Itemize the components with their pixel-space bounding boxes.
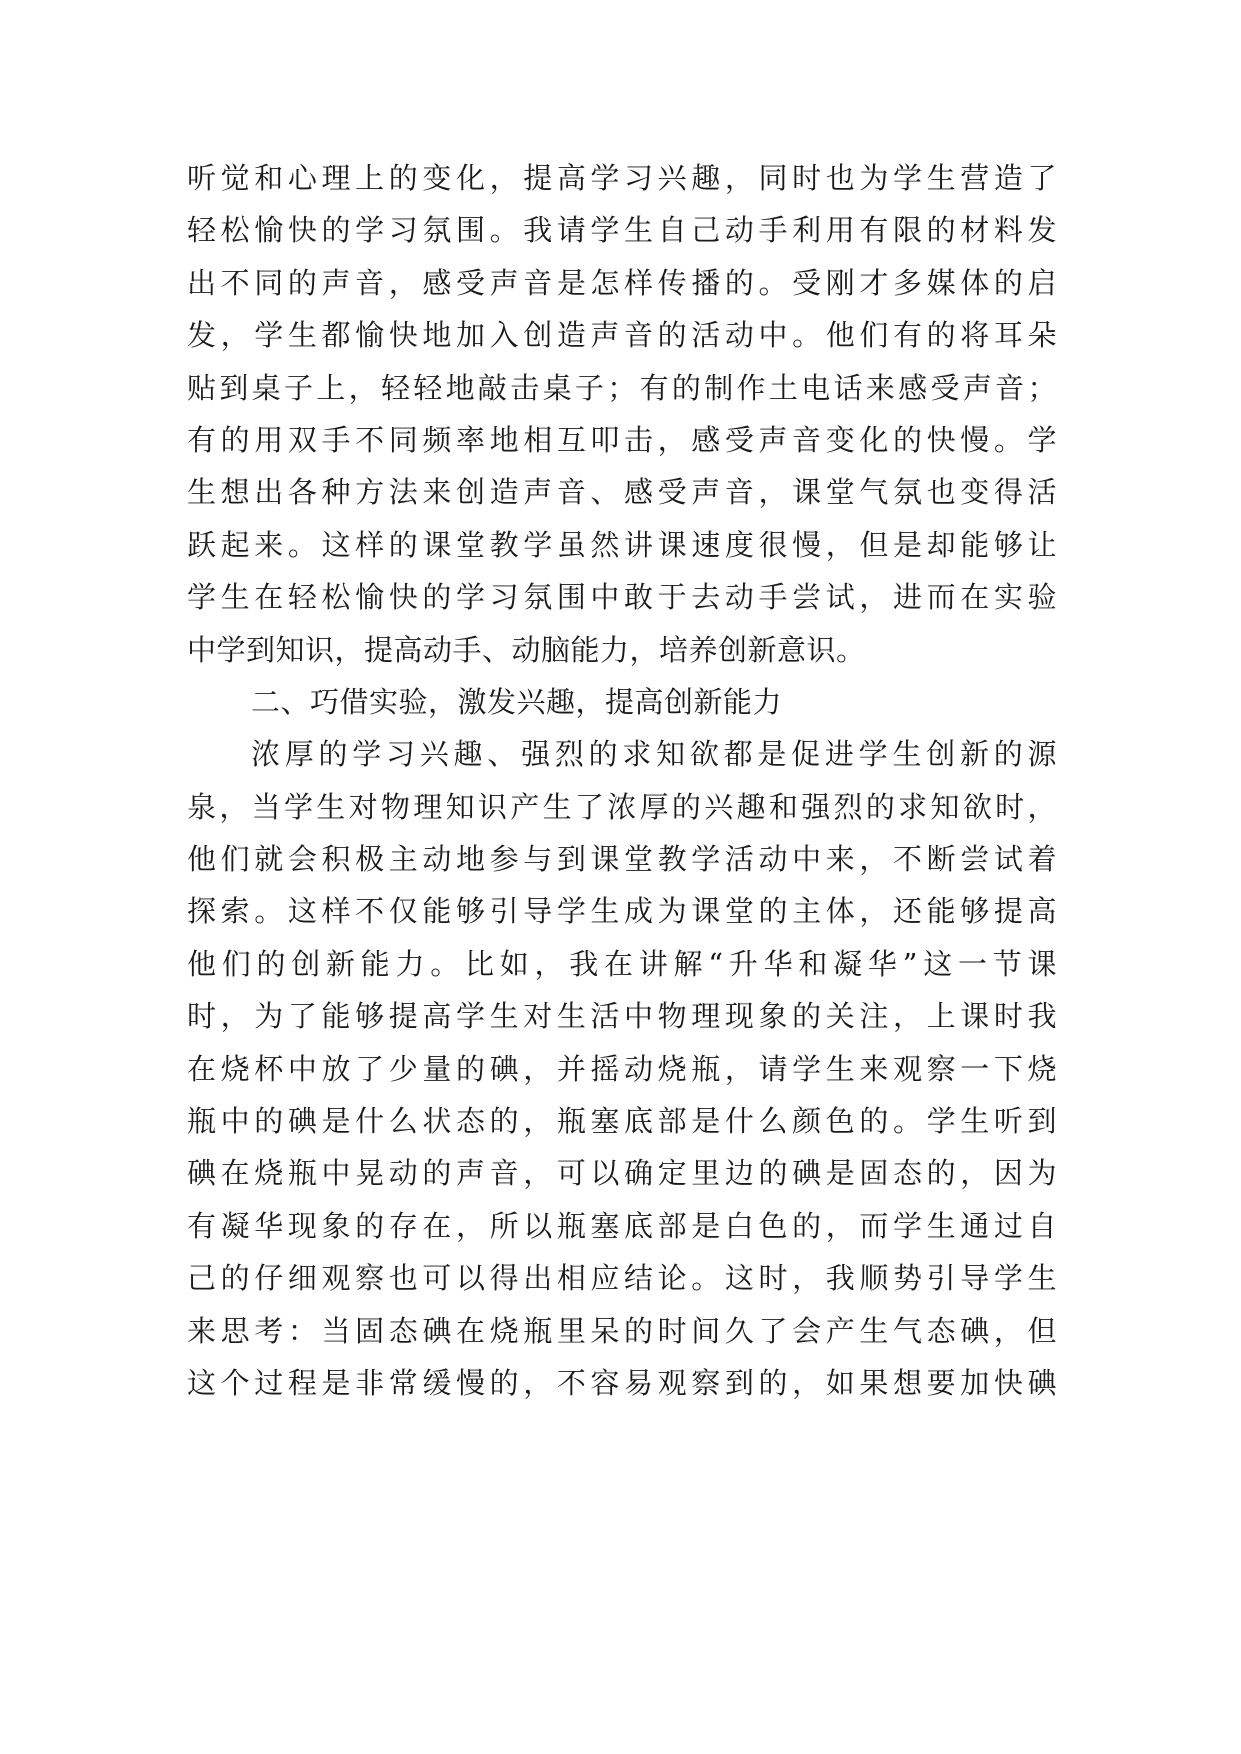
paragraph-line: 跃起来。这样的课堂教学虽然讲课速度很慢，但是却能够让	[187, 527, 1057, 562]
paragraph-line: 发，学生都愉快地加入创造声音的活动中。他们有的将耳朵	[187, 318, 1057, 353]
paragraph-line: 泉，当学生对物理知识产生了浓厚的兴趣和强烈的求知欲时，	[187, 789, 1057, 824]
paragraph-line: 时，为了能够提高学生对生活中物理现象的关注，上课时我	[187, 999, 1057, 1034]
paragraph-line: 贴到桌子上，轻轻地敲击桌子；有的制作土电话来感受声音；	[187, 370, 1057, 405]
paragraph-line: 有的用双手不同频率地相互叩击，感受声音变化的快慢。学	[187, 422, 1057, 457]
document-body	[187, 152, 1057, 1409]
paragraph-line: 他们就会积极主动地参与到课堂教学活动中来，不断尝试着	[187, 842, 1057, 877]
paragraph-line: 有凝华现象的存在，所以瓶塞底部是白色的，而学生通过自	[187, 1208, 1057, 1243]
paragraph-line: 中学到知识，提高动手、动脑能力，培养创新意识。	[187, 632, 866, 667]
paragraph-line: 生想出各种方法来创造声音、感受声音，课堂气氛也变得活	[187, 475, 1057, 510]
paragraph-line: 浓厚的学习兴趣、强烈的求知欲都是促进学生创新的源	[251, 737, 1057, 772]
paragraph-line: 来思考：当固态碘在烧瓶里呆的时间久了会产生气态碘，但	[187, 1313, 1057, 1348]
paragraph-line: 学生在轻松愉快的学习氛围中敢于去动手尝试，进而在实验	[187, 580, 1057, 615]
paragraph-1	[187, 152, 1057, 676]
paragraph-line: 他们的创新能力。比如，我在讲解“升华和凝华”这一节课	[187, 946, 1057, 981]
paragraph-line: 瓶中的碘是什么状态的，瓶塞底部是什么颜色的。学生听到	[187, 1104, 1057, 1139]
paragraph-line: 己的仔细观察也可以得出相应结论。这时，我顺势引导学生	[187, 1261, 1057, 1296]
paragraph-line: 轻松愉快的学习氛围。我请学生自己动手利用有限的材料发	[187, 213, 1057, 248]
paragraph-line: 在烧杯中放了少量的碘，并摇动烧瓶，请学生来观察一下烧	[187, 1051, 1057, 1086]
section-heading: 二、巧借实验，激发兴趣，提高创新能力	[251, 684, 783, 719]
paragraph-line: 碘在烧瓶中晃动的声音，可以确定里边的碘是固态的，因为	[187, 1156, 1057, 1191]
paragraph-line: 出不同的声音，感受声音是怎样传播的。受刚才多媒体的启	[187, 265, 1057, 300]
paragraph-line: 探索。这样不仅能够引导学生成为课堂的主体，还能够提高	[187, 894, 1057, 929]
paragraph-2	[187, 728, 1057, 1409]
paragraph-line: 听觉和心理上的变化，提高学习兴趣，同时也为学生营造了	[187, 161, 1057, 195]
paragraph-line: 这个过程是非常缓慢的，不容易观察到的，如果想要加快碘	[187, 1365, 1057, 1400]
